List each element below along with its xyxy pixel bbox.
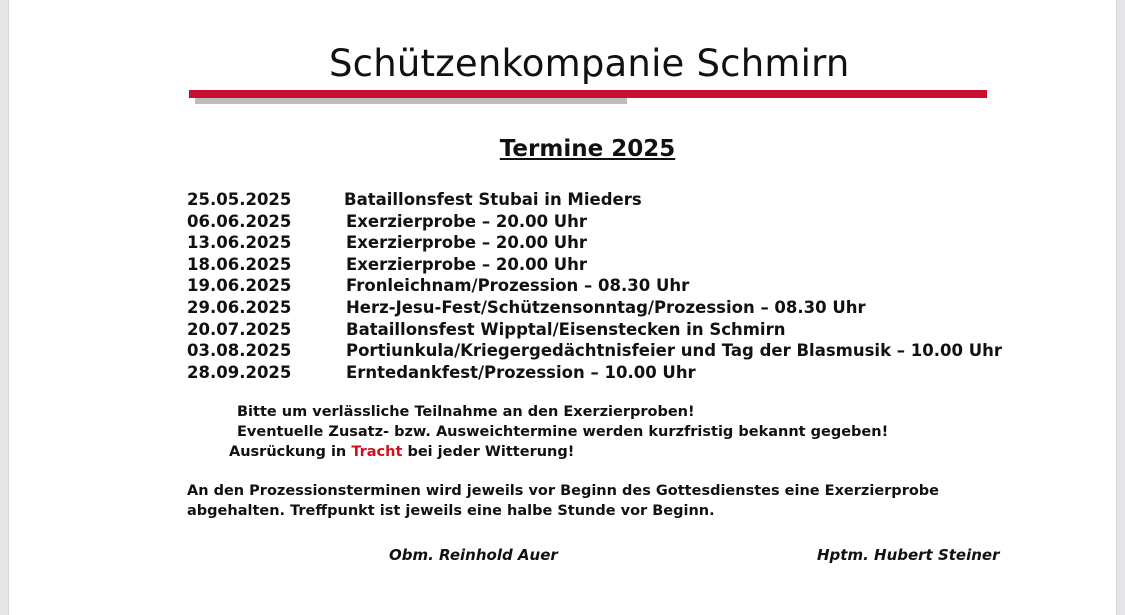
- event-date: 19.06.2025: [187, 276, 292, 296]
- signature-left: Obm. Reinhold Auer: [389, 546, 558, 564]
- event-date: 18.06.2025: [187, 254, 292, 274]
- document-page: [8, 0, 1117, 615]
- highlighted-word: Tracht: [351, 444, 403, 460]
- note-line: Eventuelle Zusatz- bzw. Ausweichtermine werden kurzfristig bekannt gegeben!: [237, 424, 889, 440]
- event-description: Exerzierprobe – 20.00 Uhr: [346, 254, 588, 274]
- note-line: Bitte um verlässliche Teilnahme an den Exerzierproben!: [237, 404, 695, 420]
- event-description: Fronleichnam/Prozession – 08.30 Uhr: [346, 276, 690, 296]
- info-paragraph: [187, 481, 939, 521]
- title-underline-shadow: [195, 97, 627, 104]
- event-description: Exerzierprobe – 20.00 Uhr: [346, 211, 588, 231]
- signature-right: Hptm. Hubert Steiner: [817, 546, 1000, 564]
- note-text: bei jeder Witterung!: [402, 444, 575, 460]
- event-date: 29.06.2025: [187, 297, 292, 317]
- event-date: 25.05.2025: [187, 190, 292, 209]
- note-line: [187, 442, 888, 462]
- section-heading: Termine 2025: [499, 136, 676, 162]
- event-description: Erntedankfest/Prozession – 10.00 Uhr: [346, 362, 696, 382]
- event-description: Bataillonsfest Wipptal/Eisenstecken in Schmirn: [346, 319, 786, 339]
- event-description: Herz-Jesu-Fest/Schützensonntag/Prozession – 08.30 Uhr: [346, 297, 866, 317]
- notes-block: [187, 402, 888, 462]
- paragraph-line: An den Prozessionsterminen wird jeweils vor Beginn des Gottesdienstes eine Exerzierprobe: [187, 483, 940, 499]
- event-date: 06.06.2025: [187, 211, 292, 231]
- event-date: 13.06.2025: [187, 233, 292, 253]
- event-description: Exerzierprobe – 20.00 Uhr: [346, 233, 588, 253]
- note-text: Ausrückung in: [229, 444, 352, 460]
- event-date: 20.07.2025: [187, 319, 292, 339]
- paragraph-line: abgehalten. Treffpunkt ist jeweils eine halbe Stunde vor Beginn.: [187, 503, 715, 519]
- title-underline-bar: [189, 90, 987, 98]
- event-description: Portiunkula/Kriegergedächtnisfeier und Tag der Blasmusik – 10.00 Uhr: [346, 341, 1003, 361]
- event-description: Bataillonsfest Stubai in Mieders: [344, 190, 642, 209]
- document-title: Schützenkompanie Schmirn: [329, 42, 850, 85]
- event-date: 28.09.2025: [187, 362, 292, 382]
- event-date: 03.08.2025: [187, 341, 292, 361]
